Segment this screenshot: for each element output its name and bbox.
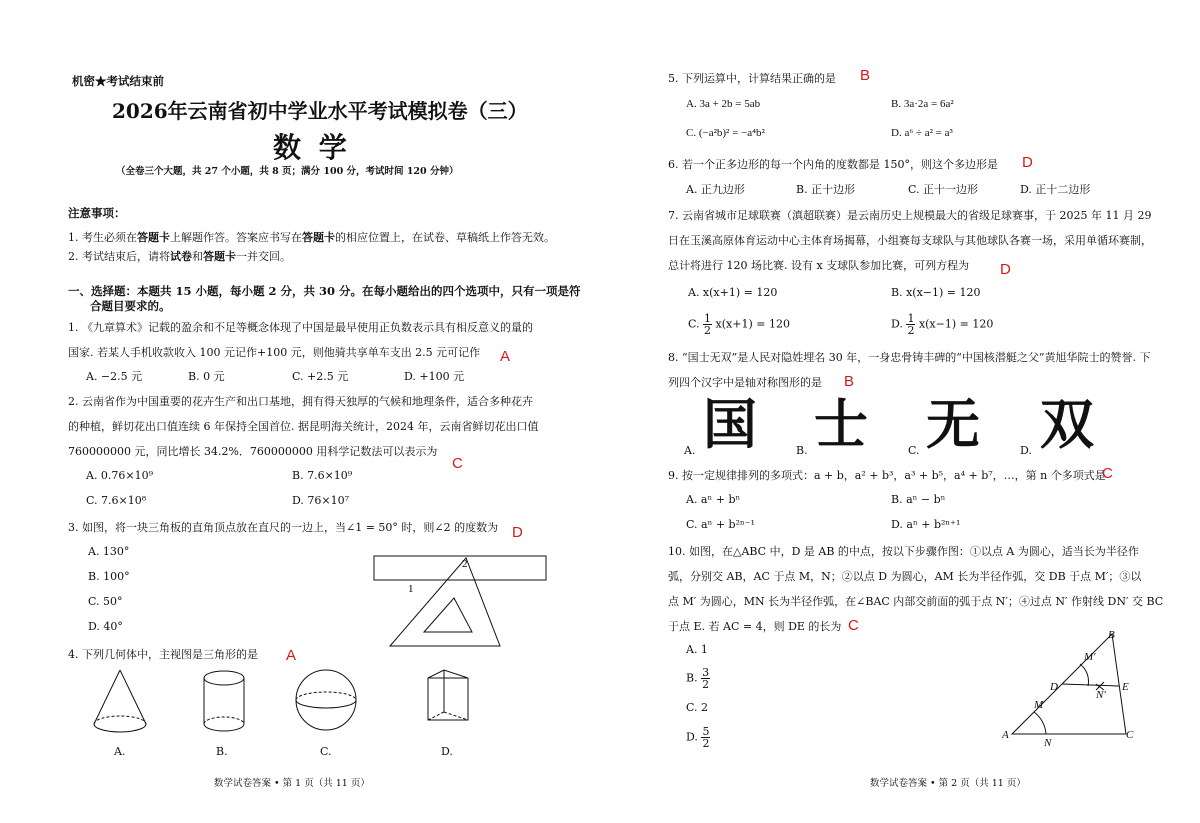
label-m-prime: M′ bbox=[1084, 651, 1096, 663]
q9-option-d: D. aⁿ + b²ⁿ⁺¹ bbox=[891, 518, 961, 531]
q9-option-c: C. aⁿ + b²ⁿ⁻¹ bbox=[686, 518, 755, 531]
q5-option-b: B. 3a·2a = 6a² bbox=[891, 98, 954, 110]
label-c: C bbox=[1126, 729, 1134, 741]
q1-option-a: A. −2.5 元 bbox=[86, 370, 143, 383]
q8-stem-line1: 8. “国士无双”是人民对隐姓埋名 30 年，一身忠骨铸丰碑的“中国核潜艇之父”黄旭华院士的赞誉. 下 bbox=[668, 351, 1151, 364]
q9-stem: 9. 按一定规律排列的多项式：a + b，a² + b³，a³ + b⁵，a⁴ + b⁷，…，第 n 个多项式是 bbox=[668, 469, 1106, 482]
q8-char-wu: 无 bbox=[926, 393, 980, 456]
q2-option-a: A. 0.76×10⁹ bbox=[86, 469, 154, 482]
q7-answer: D bbox=[1000, 261, 1011, 278]
q7-option-b: B. x(x−1) = 120 bbox=[891, 286, 981, 299]
q6-option-a: A. 正九边形 bbox=[686, 183, 745, 196]
q10-stem-line1: 10. 如图，在△ABC 中，D 是 AB 的中点，按以下步骤作图：①以点 A 为圆心，适当长为半径作 bbox=[668, 545, 1139, 558]
label-n: N bbox=[1044, 737, 1052, 749]
q10-option-b: B. $\frac{3}{2}$ bbox=[686, 666, 710, 691]
q8-option-c: C. bbox=[908, 444, 920, 457]
q6-option-b: B. 正十边形 bbox=[796, 183, 856, 196]
q4-option-c: C. bbox=[320, 745, 332, 758]
sphere-figure bbox=[294, 668, 364, 738]
q8-answer: B bbox=[844, 373, 855, 390]
subject-title: 数 学 bbox=[273, 131, 351, 164]
q10-option-c: C. 2 bbox=[686, 701, 709, 714]
q10-stem-line4: 于点 E. 若 AC = 4，则 DE 的长为 bbox=[668, 620, 842, 633]
q10-option-a: A. 1 bbox=[686, 643, 708, 656]
q3-option-d: D. 40° bbox=[88, 620, 123, 633]
q2-option-b: B. 7.6×10⁹ bbox=[292, 469, 353, 482]
q3-option-a: A. 130° bbox=[88, 545, 130, 558]
q3-answer: D bbox=[512, 524, 523, 541]
prism-figure bbox=[424, 668, 484, 738]
exam-title: 2026年云南省初中学业水平考试模拟卷（三） bbox=[112, 99, 528, 123]
q7-option-d: D. $\frac{1}{2}$ x(x−1) = 120 bbox=[891, 312, 994, 337]
q7-option-c: C. $\frac{1}{2}$ x(x+1) = 120 bbox=[688, 312, 790, 337]
q2-answer: C bbox=[452, 455, 463, 472]
q8-option-d: D. bbox=[1020, 444, 1032, 457]
notice-title: 注意事项： bbox=[68, 206, 126, 220]
q2-option-d: D. 76×10⁷ bbox=[292, 494, 350, 507]
q1-stem-line1: 1. 《九章算术》记载的盈余和不足等概念体现了中国是最早使用正负数表示具有相反意义的量的 bbox=[68, 321, 533, 334]
label-m: M bbox=[1034, 699, 1044, 711]
section-1-heading-cont: 合题目要求的。 bbox=[90, 299, 171, 313]
section-1-heading: 一、选择题：本题共 15 小题，每小题 2 分，共 30 分。在每小题给出的四个选项中，只有一项是符 bbox=[68, 284, 581, 298]
q10-triangle-figure bbox=[1000, 628, 1150, 753]
q9-option-b: B. aⁿ − bⁿ bbox=[891, 493, 946, 506]
q8-char-shuang: 双 bbox=[1040, 393, 1094, 456]
q9-option-a: A. aⁿ + bⁿ bbox=[686, 493, 741, 506]
label-n-prime: N′ bbox=[1096, 689, 1106, 701]
q6-stem: 6. 若一个正多边形的每一个内角的度数都是 150°，则这个多边形是 bbox=[668, 158, 998, 171]
q1-option-b: B. 0 元 bbox=[188, 370, 225, 383]
q7-stem-line3: 总计将进行 120 场比赛. 设有 x 支球队参加比赛，可列方程为 bbox=[668, 259, 970, 272]
confidential-mark: 机密★考试结束前 bbox=[72, 74, 164, 88]
label-a: A bbox=[1002, 729, 1009, 741]
q10-stem-line2: 弧，分别交 AB，AC 于点 M，N；②以点 D 为圆心，AM 长为半径作弧，交 DB 于点 M′；③以 bbox=[668, 570, 1142, 583]
q5-option-d: D. a⁶ ÷ a² = a³ bbox=[891, 127, 953, 139]
right-footer: 数学试卷答案 • 第 2 页（共 11 页） bbox=[870, 778, 1026, 789]
q6-answer: D bbox=[1022, 154, 1033, 171]
q1-stem-line2: 国家. 若某人手机收款收入 100 元记作+100 元，则他骑共享单车支出 2.5 元可记作 bbox=[68, 346, 481, 359]
q5-answer: B bbox=[860, 67, 871, 84]
q10-stem-line3: 点 M′ 为圆心，MN 长为半径作弧，在∠BAC 内部交前面的弧于点 N′；④过点 N′ 作射线 DN′ 交 BC bbox=[668, 595, 1164, 608]
q6-option-c: C. 正十一边形 bbox=[908, 183, 979, 196]
q5-option-a: A. 3a + 2b = 5ab bbox=[686, 98, 761, 110]
q7-stem-line1: 7. 云南省城市足球联赛（滇超联赛）是云南历史上规模最大的省级足球赛事，于 2025 年 11 月 29 bbox=[668, 209, 1152, 222]
q1-option-d: D. +100 元 bbox=[404, 370, 465, 383]
q2-stem-line2: 的种植，鲜切花出口值连续 6 年保持全国首位. 据昆明海关统计，2024 年，云南省鲜切花出口值 bbox=[68, 420, 539, 433]
cone-figure bbox=[90, 668, 150, 738]
q8-option-b: B. bbox=[796, 444, 808, 457]
q3-stem: 3. 如图，将一块三角板的直角顶点放在直尺的一边上，当∠1 = 50° 时，则∠2 的度数为 bbox=[68, 521, 499, 534]
q8-char-shi: 士 bbox=[814, 393, 868, 456]
q5-stem: 5. 下列运算中，计算结果正确的是 bbox=[668, 72, 836, 85]
q4-option-b: B. bbox=[216, 745, 228, 758]
q10-answer: C bbox=[848, 617, 859, 634]
q5-option-c: C. (−a²b)² = −a⁴b² bbox=[686, 127, 765, 139]
q8-option-a: A. bbox=[684, 444, 696, 457]
q1-option-c: C. +2.5 元 bbox=[292, 370, 349, 383]
q3-angle-2-label: 2 bbox=[462, 558, 468, 570]
q3-option-c: C. 50° bbox=[88, 595, 123, 608]
notice-2: 2. 考试结束后，请将试卷和答题卡一并交回。 bbox=[68, 250, 291, 263]
q1-answer: A bbox=[500, 348, 511, 365]
q4-option-d: D. bbox=[441, 745, 453, 758]
label-d: D bbox=[1050, 681, 1058, 693]
q6-option-d: D. 正十二边形 bbox=[1020, 183, 1091, 196]
label-b: B bbox=[1108, 629, 1115, 641]
q2-stem-line3: 760000000 元，同比增长 34.2%．760000000 用科学记数法可以表示为 bbox=[68, 445, 438, 458]
q9-answer: C bbox=[1102, 465, 1113, 482]
q7-stem-line2: 日在玉溪高原体育运动中心主体育场揭幕，小组赛每支球队与其他球队各赛一场，采用单循环赛制， bbox=[668, 234, 1152, 247]
q4-option-a: A. bbox=[114, 745, 126, 758]
q2-stem-line1: 2. 云南省作为中国重要的花卉生产和出口基地，拥有得天独厚的气候和地理条件，适合多种花卉 bbox=[68, 395, 533, 408]
q4-answer: A bbox=[286, 647, 297, 664]
q8-stem-line2: 列四个汉字中是轴对称图形的是 bbox=[668, 376, 822, 389]
left-footer: 数学试卷答案 • 第 1 页（共 11 页） bbox=[214, 778, 370, 789]
label-e: E bbox=[1122, 681, 1129, 693]
exam-info: （全卷三个大题，共 27 个小题，共 8 页；满分 100 分，考试时间 120 分钟） bbox=[116, 166, 459, 177]
q3-angle-1-label: 1 bbox=[408, 583, 414, 595]
q3-ruler-triangle-figure bbox=[370, 552, 550, 652]
q3-option-b: B. 100° bbox=[88, 570, 130, 583]
q8-char-guo: 国 bbox=[703, 393, 757, 456]
cylinder-figure bbox=[198, 668, 258, 738]
notice-1: 1. 考生必须在答题卡上解题作答。答案应书写在答题卡的相应位置上，在试卷、草稿纸上作答无效。 bbox=[68, 231, 555, 244]
q7-option-a: A. x(x+1) = 120 bbox=[688, 286, 778, 299]
q10-option-d: D. $\frac{5}{2}$ bbox=[686, 725, 710, 750]
q2-option-c: C. 7.6×10⁸ bbox=[86, 494, 147, 507]
q4-stem: 4. 下列几何体中，主视图是三角形的是 bbox=[68, 648, 258, 661]
